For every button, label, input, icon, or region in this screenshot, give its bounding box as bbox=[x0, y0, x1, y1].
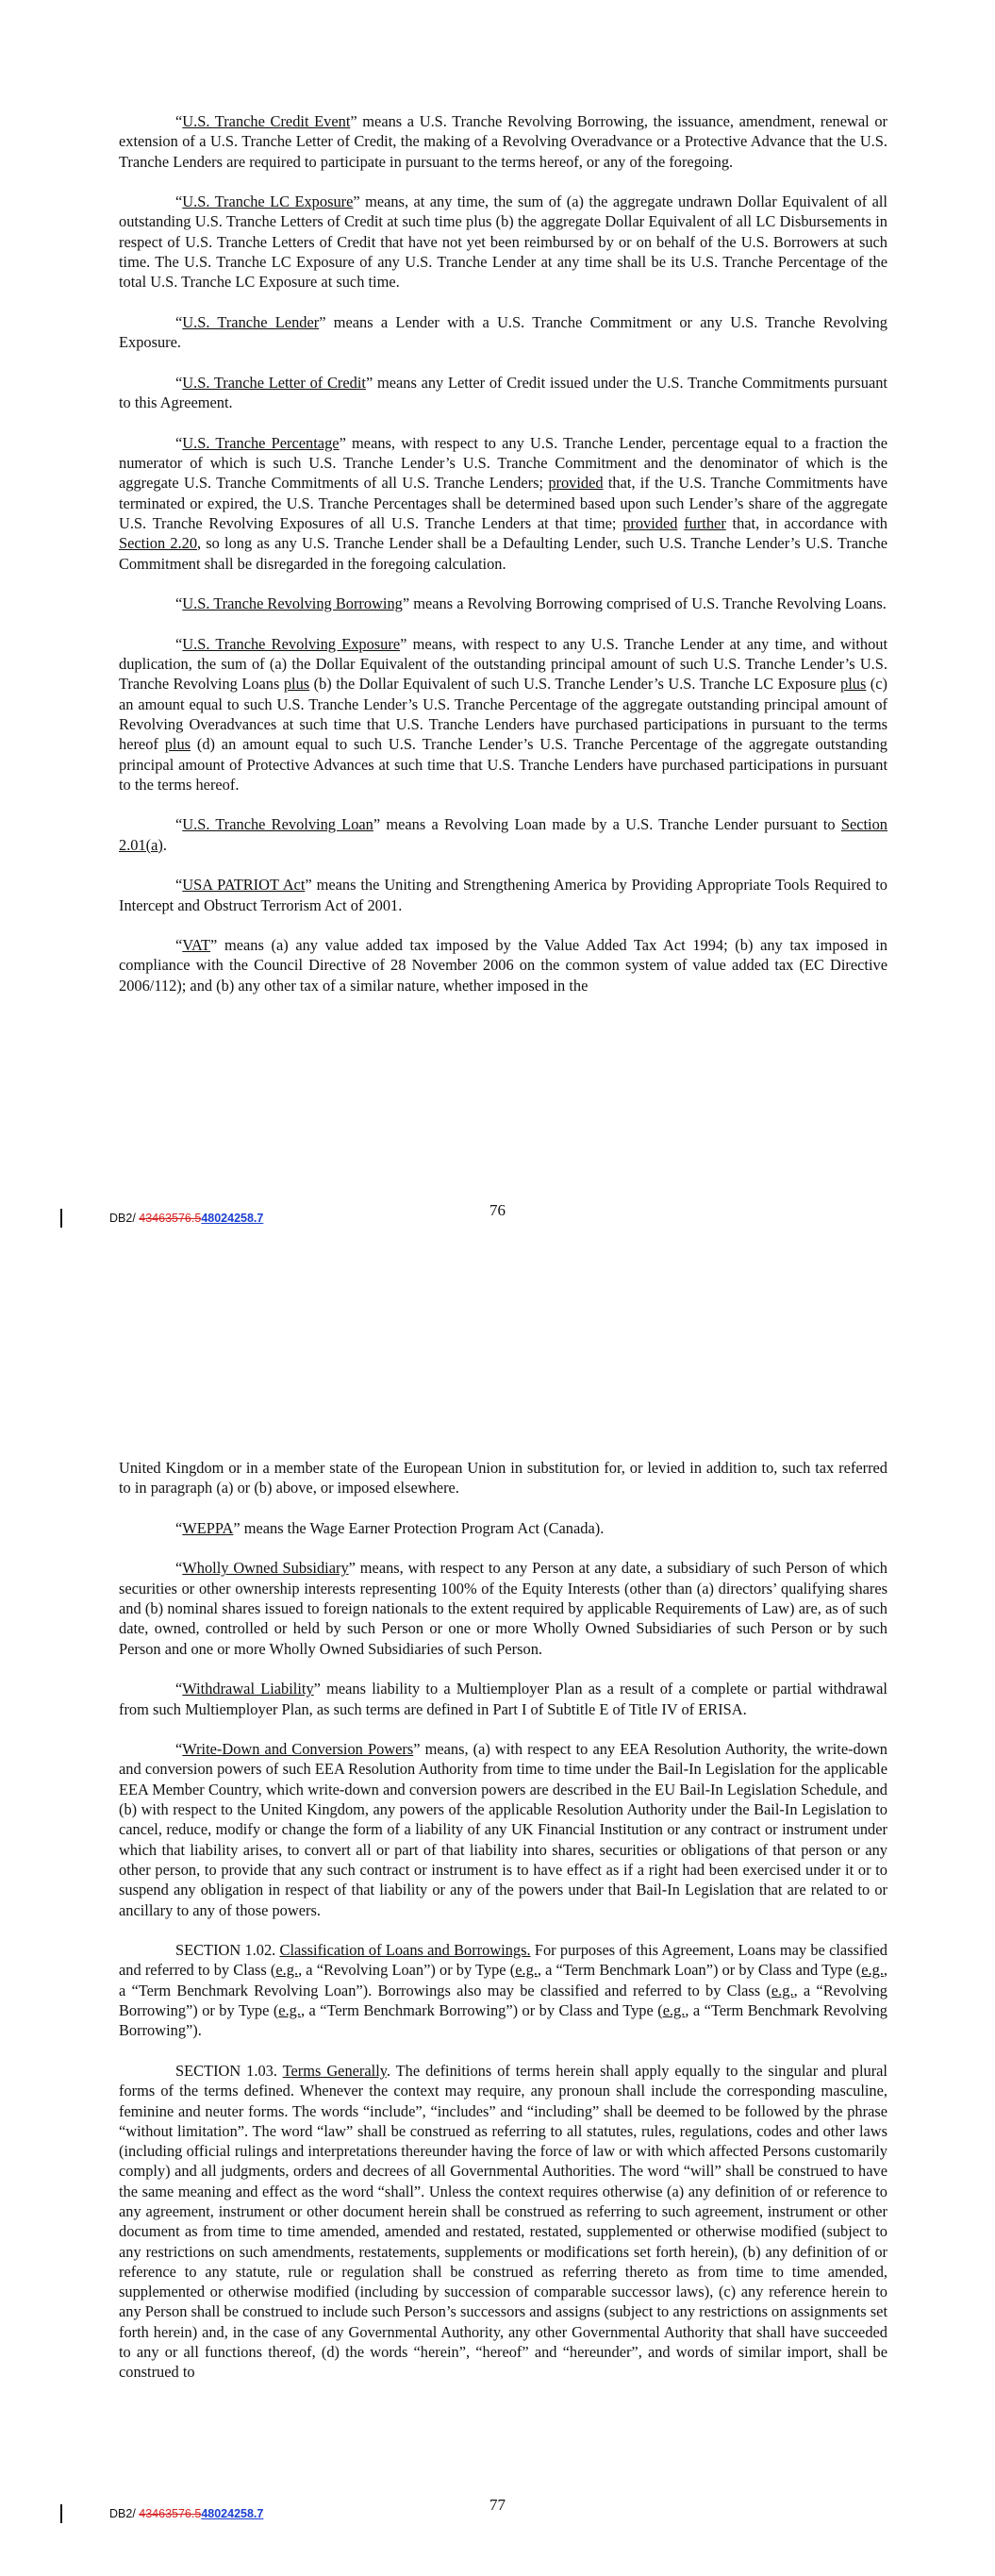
change-bar bbox=[60, 2504, 62, 2523]
text-run: “ bbox=[175, 312, 183, 331]
defined-term: Write-Down and Conversion Powers bbox=[182, 1740, 414, 1759]
text-run: , a “Term Benchmark Revolving Borrowing”). bbox=[119, 2001, 887, 2040]
text-run: , a “Revolving Borrowing”) or by Type ( bbox=[119, 1981, 887, 2020]
text-run: “ bbox=[175, 1680, 183, 1698]
defined-term: provided bbox=[622, 513, 678, 532]
defined-term: U.S. Tranche Revolving Exposure bbox=[182, 634, 401, 653]
paragraph bbox=[119, 634, 887, 795]
defined-term: USA PATRIOT Act bbox=[182, 876, 306, 895]
paragraph bbox=[119, 1679, 887, 1719]
text-run: ” means, with respect to any U.S. Tranche Lender, percentage equal to a fraction the numerator of which is such U.S. Tranche Lender’s U.S. Tranche Commitment and the denominator of which is the aggregate U.S. Tranche Commitments of all U.S. Tranche Lenders; bbox=[119, 433, 887, 493]
inserted-doc-id: 48024258.7 bbox=[201, 1212, 264, 1225]
change-bar bbox=[60, 1209, 62, 1228]
defined-term: WEPPA bbox=[182, 1518, 234, 1537]
deleted-doc-id: 43463576.5 bbox=[139, 1212, 202, 1225]
text-run: United Kingdom or in a member state of the European Union in substitution for, or levied in addition to, such tax referred to in paragraph (a) or (b) above, or imposed elsewhere. bbox=[119, 1459, 887, 1497]
text-run: ” means a U.S. Tranche Revolving Borrowing, the issuance, amendment, renewal or extension of a U.S. Tranche Letter of Credit, the making of a Revolving Overadvance or a Protective Advance that the U.S. Tranche Lenders are required to participate in pursuant to the terms hereof, or any of the foregoing. bbox=[119, 112, 887, 171]
paragraph bbox=[119, 192, 887, 292]
defined-term: U.S. Tranche LC Exposure bbox=[182, 192, 354, 211]
text-run: ” means a Lender with a U.S. Tranche Commitment or any U.S. Tranche Revolving Exposure. bbox=[119, 312, 887, 352]
paragraph bbox=[119, 2061, 887, 2383]
defined-term: Section 2.20 bbox=[119, 534, 198, 553]
paragraph bbox=[119, 594, 887, 613]
defined-term: VAT bbox=[182, 936, 211, 955]
text-run: SECTION 1.02. bbox=[175, 1941, 280, 1960]
paragraph bbox=[119, 1458, 887, 1498]
defined-term: U.S. Tranche Lender bbox=[182, 312, 320, 331]
defined-term: e.g. bbox=[515, 1961, 538, 1980]
page-body bbox=[119, 111, 887, 1015]
defined-term: U.S. Tranche Letter of Credit bbox=[182, 373, 366, 392]
text-run: “ bbox=[175, 594, 183, 613]
defined-term: e.g. bbox=[275, 1961, 299, 1980]
defined-term: U.S. Tranche Credit Event bbox=[182, 112, 351, 130]
defined-term: Section 2.01(a) bbox=[119, 815, 887, 854]
text-run: SECTION 1.03. bbox=[175, 2061, 283, 2080]
defined-term: Terms Generally bbox=[282, 2061, 387, 2080]
document-id-footer bbox=[109, 1212, 263, 1225]
text-run: , a “Term Benchmark Loan”) or by Class and Type ( bbox=[537, 1961, 862, 1980]
defined-term: provided bbox=[548, 474, 604, 493]
defined-term: U.S. Tranche Revolving Loan bbox=[182, 815, 373, 834]
defined-term: e.g. bbox=[861, 1961, 884, 1980]
text-run: “ bbox=[175, 1559, 183, 1578]
text-run: ” means the Wage Earner Protection Program Act (Canada). bbox=[233, 1518, 605, 1537]
text-run: ” means, (a) with respect to any EEA Resolution Authority, the write-down and conversion powers of such EEA Resolution Authority from time to time under the Bail-In Legislation for the applicable EEA Member Country, which write-down and conversion powers are described in the EU Bail-In Legislation Schedule, and (b) with respect to the United Kingdom, any powers of the applicable Resolution Authority under the Bail-In Legislation to cancel, reduce, modify or change the form of a liability of any UK Financial Institution or any contract or instrument under which that liability arises, to convert all or part of that liability into shares, securities or obligations of that person or any other person, to provide that any such contract or instrument is to have effect as if a right had been exercised under it or to suspend any obligation in respect of that liability or any of the powers under that Bail-In Legislation that are related to or ancillary to any of those powers. bbox=[119, 1740, 887, 1919]
paragraph bbox=[119, 1558, 887, 1658]
text-run: (b) the Dollar Equivalent of such U.S. Tranche Lender’s U.S. Tranche LC Exposure bbox=[309, 675, 841, 694]
page-body bbox=[119, 1458, 887, 2402]
paragraph bbox=[119, 1739, 887, 1920]
defined-term: plus bbox=[164, 735, 191, 754]
text-run: For purposes of this Agreement, Loans may be classified and referred to by Class ( bbox=[119, 1941, 887, 1980]
text-run: ” means, with respect to any U.S. Tranche Lender at any time, and without duplication, the sum of (a) the Dollar Equivalent of the outstanding principal amount of such U.S. Tranche Lender’s U.S. Tranche Revolving Loans bbox=[119, 634, 888, 694]
text-run: , a “Term Benchmark Revolving Loan”). Borrowings also may be classified and referred to by Class ( bbox=[119, 1961, 888, 1999]
text-run: , a “Term Benchmark Borrowing”) or by Class and Type ( bbox=[300, 2001, 663, 2020]
text-run: “ bbox=[175, 936, 183, 955]
text-run: , a “Revolving Loan”) or by Type ( bbox=[298, 1961, 516, 1980]
text-run: ” means (a) any value added tax imposed by the Value Added Tax Act 1994; (b) any tax imposed in compliance with the Council Directive of 28 November 2006 on the common system of value added tax (EC Directive 2006/112); and (b) any other tax of a similar nature, whether imposed in the bbox=[119, 936, 887, 995]
text-run: that, if the U.S. Tranche Commitments have terminated or expired, the U.S. Tranche Percentages shall be determined based upon such Lender’s share of the aggregate U.S. Tranche Revolving Exposures of all U.S. Tranche Lenders at that time; bbox=[119, 474, 887, 532]
paragraph bbox=[119, 875, 887, 915]
text-run: “ bbox=[175, 815, 183, 834]
deleted-doc-id: 43463576.5 bbox=[139, 2507, 202, 2520]
text-run: (d) an amount equal to such U.S. Tranche Lender’s U.S. Tranche Percentage of the aggregate outstanding principal amount of Protective Advances at such time that U.S. Tranche Lenders have purchased participations in pursuant to the terms hereof. bbox=[119, 735, 887, 794]
text-run: “ bbox=[175, 1518, 183, 1537]
paragraph bbox=[119, 312, 887, 353]
text-run: that, in accordance with bbox=[725, 513, 887, 532]
document-id-footer bbox=[109, 2507, 263, 2520]
text-run: . bbox=[162, 835, 167, 854]
text-run: “ bbox=[175, 634, 183, 653]
page-number: 76 bbox=[489, 1201, 506, 1219]
paragraph bbox=[119, 1518, 887, 1538]
defined-term: plus bbox=[840, 675, 867, 694]
paragraph bbox=[119, 1940, 887, 2040]
paragraph bbox=[119, 433, 887, 574]
defined-term: further bbox=[684, 513, 726, 532]
text-run: “ bbox=[175, 192, 183, 211]
paragraph bbox=[119, 935, 887, 995]
text-run: ” means a Revolving Loan made by a U.S. Tranche Lender pursuant to bbox=[373, 815, 841, 834]
defined-term: plus bbox=[283, 675, 310, 694]
text-run: , so long as any U.S. Tranche Lender shall be a Defaulting Lender, such U.S. Tranche Lender’s U.S. Tranche Commitment shall be disregarded in the foregoing calculation. bbox=[119, 534, 887, 573]
defined-term: U.S. Tranche Percentage bbox=[182, 433, 340, 452]
text-run: “ bbox=[175, 112, 183, 130]
paragraph bbox=[119, 373, 887, 413]
text-run: ” means, with respect to any Person at any date, a subsidiary of such Person of which securities or other ownership interests representing 100% of the Equity Interests (other than (a) directors’ qualifying shares and (b) nominal shares issued to foreign nationals to the extent required by applicable Requirements of Law) are, as of such date, owned, controlled or held by such Person or one or more Wholly Owned Subsidiaries of such Person or by such Person and one or more Wholly Owned Subsidiaries of such Person. bbox=[119, 1559, 887, 1658]
defined-term: U.S. Tranche Revolving Borrowing bbox=[182, 594, 403, 613]
text-run: “ bbox=[175, 1740, 183, 1759]
text-run: ” means, at any time, the sum of (a) the aggregate undrawn Dollar Equivalent of all outstanding U.S. Tranche Letters of Credit at such time plus (b) the aggregate Dollar Equivalent of all LC Disbursements in respect of U.S. Tranche Letters of Credit that have not yet been reimbursed by or on behalf of the U.S. Borrowers at such time. The U.S. Tranche LC Exposure of any U.S. Tranche Lender at any time shall be its U.S. Tranche Percentage of the total U.S. Tranche LC Exposure at such time. bbox=[119, 192, 887, 292]
footer-prefix: DB2/ bbox=[109, 1212, 140, 1225]
inserted-doc-id: 48024258.7 bbox=[201, 2507, 264, 2520]
text-run: ” means the Uniting and Strengthening America by Providing Appropriate Tools Required to Intercept and Obstruct Terrorism Act of 2001. bbox=[119, 876, 887, 914]
paragraph bbox=[119, 814, 887, 855]
text-run: “ bbox=[175, 373, 183, 392]
text-run: ” means liability to a Multiemployer Plan as a result of a complete or partial withdrawal from such Multiemployer Plan, as such terms are defined in Part I of Subtitle E of Title IV of ERISA. bbox=[119, 1680, 887, 1718]
text-run: (c) an amount equal to such U.S. Tranche Lender’s U.S. Tranche Percentage of the aggregate outstanding principal amount of Revolving Overadvances at such time that U.S. Tranche Lenders have purchased participations in pursuant to the terms hereof bbox=[119, 675, 887, 754]
defined-term: Classification of Loans and Borrowings. bbox=[279, 1941, 531, 1960]
footer-prefix: DB2/ bbox=[109, 2507, 140, 2520]
defined-term: e.g. bbox=[278, 2001, 301, 2020]
text-run: ” means any Letter of Credit issued under the U.S. Tranche Commitments pursuant to this Agreement. bbox=[119, 373, 887, 412]
document-page-77 bbox=[0, 1288, 995, 2576]
defined-term: e.g. bbox=[771, 1981, 794, 1999]
text-run: “ bbox=[175, 433, 183, 452]
text-run: . The definitions of terms herein shall apply equally to the singular and plural forms of the terms defined. Whenever the context may require, any pronoun shall include the corresponding masculine, feminine and neuter forms. The words “include”, “includes” and “including” shall be deemed to be followed by the phrase “without limitation”. The word “law” shall be construed as referring to all statutes, rules, regulations, codes and other laws (including official rulings and interpretations thereunder having the force of law or with which affected Persons customarily comply) and all judgments, orders and decrees of all Governmental Authorities. The word “will” shall be construed to have the same meaning and effect as the word “shall”. Unless the context requires otherwise (a) any definition of or reference to any agreement, instrument or other document herein shall be construed as referring to such agreement, instrument or other document as from time to time amended, amended and restated, restated, supplemented or otherwise modified (subject to any restrictions on such amendments, restatements, supplements or modifications set forth herein), (b) any definition of or reference to any statute, rule or regulation shall be construed as referring thereto as from time to time amended, supplemented or otherwise modified (including by succession of comparable successor laws), (c) any reference herein to any Person shall be construed to include such Person’s successors and assigns (subject to any restrictions on assignments set forth herein) and, in the case of any Governmental Authority, any other Governmental Authority that shall have succeeded to any or all functions thereof, (d) the words “herein”, “hereof” and “hereunder”, and words of similar import, shall be construed to bbox=[119, 2061, 887, 2382]
text-run: ” means a Revolving Borrowing comprised of U.S. Tranche Revolving Loans. bbox=[402, 594, 887, 613]
defined-term: Wholly Owned Subsidiary bbox=[182, 1559, 349, 1578]
defined-term: Withdrawal Liability bbox=[182, 1680, 314, 1698]
text-run: “ bbox=[175, 876, 183, 895]
page-number: 77 bbox=[489, 2496, 506, 2514]
defined-term: e.g. bbox=[662, 2001, 686, 2020]
paragraph bbox=[119, 111, 887, 172]
